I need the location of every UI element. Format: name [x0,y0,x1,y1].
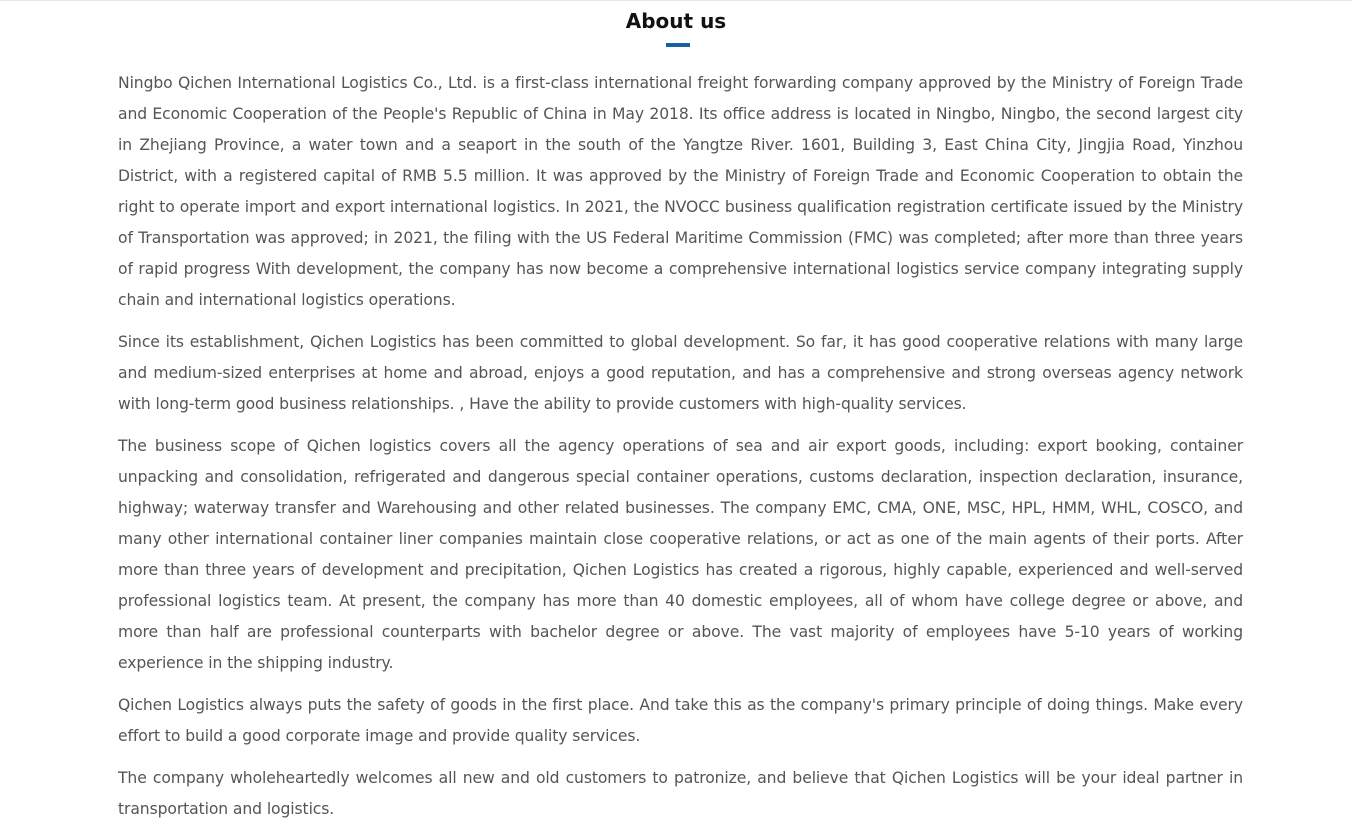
about-paragraph: Qichen Logistics always puts the safety of goods in the first place. And take this as the company's primary principle of doing things. Make every effort to build a good corporate image and provide quality services. [118,696,1243,745]
about-paragraph: The business scope of Qichen logistics covers all the agency operations of sea and air export goods, including: export booking, container unpacking and consolidation, refrigerated and dangerous special container operations, customs declaration, inspection declaration, insurance, highway; waterway transfer and Warehousing and other related businesses. The company EMC, CMA, ONE, MSC, HPL, HMM, WHL, COSCO, and many other international container liner companies maintain close cooperative relations, or act as one of the main agents of their ports. After more than three years of development and precipitation, Qichen Logistics has created a rigorous, highly capable, experienced and well-served professional logistics team. At present, the company has more than 40 domestic employees, all of whom have college degree or above, and more than half are professional counterparts with bachelor degree or above. The vast majority of employees have 5-10 years of working experience in the shipping industry. [118,437,1243,672]
about-paragraph: Ningbo Qichen International Logistics Co., Ltd. is a first-class international freight forwarding company approved by the Ministry of Foreign Trade and Economic Cooperation of the People's Republic of China in May 2018. Its office address is located in Ningbo, Ningbo, the second largest city in Zhejiang Province, a water town and a seaport in the south of the Yangtze River. 1601, Building 3, East China City, Jingjia Road, Yinzhou District, with a registered capital of RMB 5.5 million. It was approved by the Ministry of Foreign Trade and Economic Cooperation to obtain the right to operate import and export international logistics. In 2021, the NVOCC business qualification registration certificate issued by the Ministry of Transportation was approved; in 2021, the filing with the US Federal Maritime Commission (FMC) was completed; after more than three years of rapid progress With development, the company has now become a comprehensive international logistics service company integrating supply chain and international logistics operations. [118,74,1243,309]
about-content [118,68,1243,836]
section-title: About us [625,9,727,33]
top-divider [0,0,1352,1]
title-underline [666,43,690,47]
about-paragraph: Since its establishment, Qichen Logistics has been committed to global development. So far, it has good cooperative relations with many large and medium-sized enterprises at home and abroad, enjoys a good reputation, and has a comprehensive and strong overseas agency network with long-term good business relationships. , Have the ability to provide customers with high-quality services. [118,333,1243,413]
about-paragraph: The company wholeheartedly welcomes all new and old customers to patronize, and believe that Qichen Logistics will be your ideal partner in transportation and logistics. [118,769,1243,818]
